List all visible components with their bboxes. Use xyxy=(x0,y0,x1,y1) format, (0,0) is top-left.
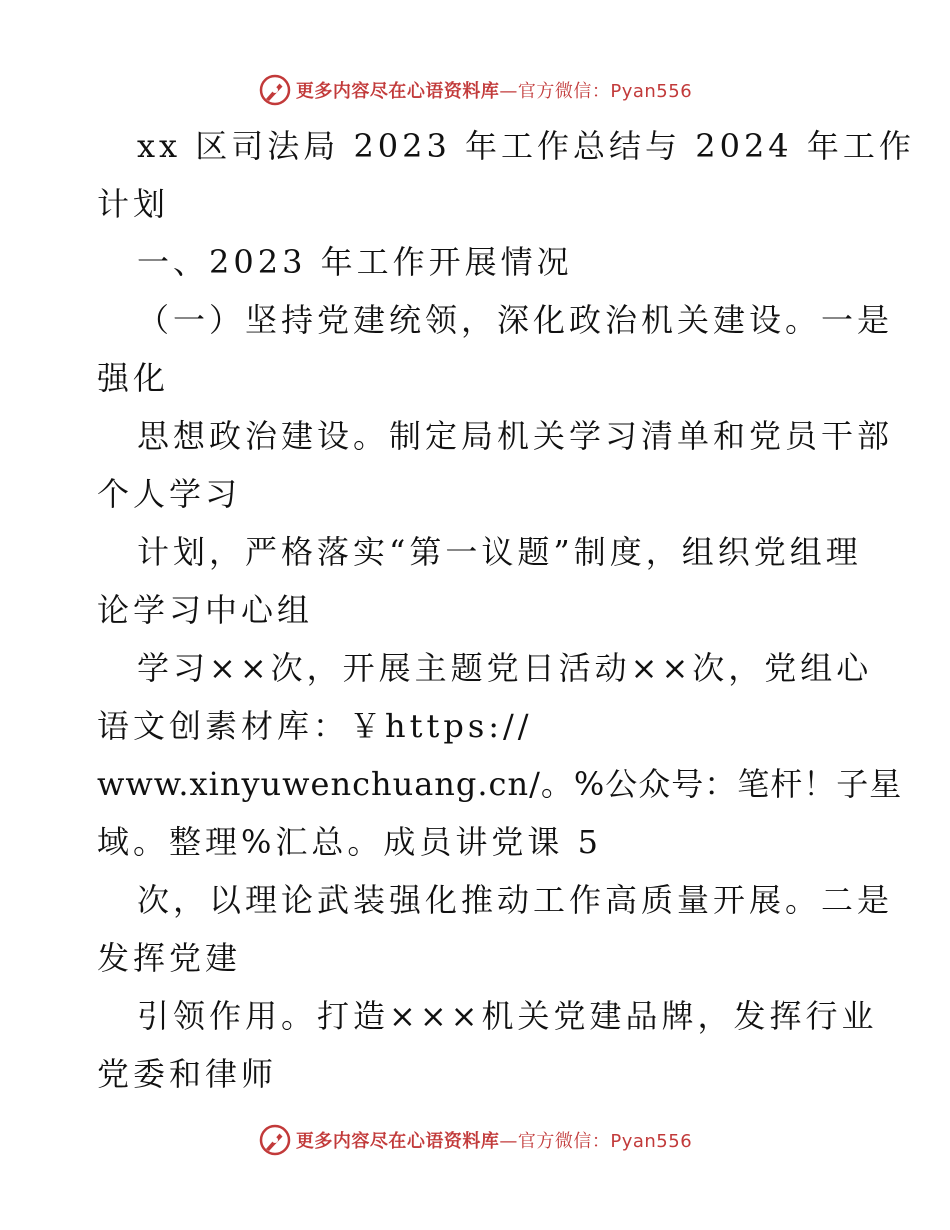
paragraph-line: 计划，严格落实“第一议题”制度，组织党组理 xyxy=(137,533,862,571)
paragraph-line: 学习××次，开展主题党日活动××次，党组心 xyxy=(137,649,873,687)
paragraph-line: 强化 xyxy=(97,359,170,397)
banner-wechat-id: Pyan556 xyxy=(610,1131,693,1152)
paragraph-line: www.xinyuwenchuang.cn/。%公众号：笔杆！子星 xyxy=(97,765,903,803)
document-title-line-1: xx 区司法局 2023 年工作总结与 2024 年工作 xyxy=(137,127,915,165)
paragraph-line: 域。整理%汇总。成员讲党课 5 xyxy=(97,823,602,861)
paragraph-line: 论学习中心组 xyxy=(97,591,314,629)
pen-in-circle-logo-icon xyxy=(258,1123,292,1157)
banner-dash: — xyxy=(499,81,518,102)
document-title-line-2: 计划 xyxy=(97,185,170,223)
footer-watermark xyxy=(0,1120,950,1160)
paragraph-line: 语文创素材库：￥https:// xyxy=(97,707,533,745)
section-heading: 一、2023 年工作开展情况 xyxy=(137,243,573,281)
header-watermark xyxy=(0,70,950,110)
banner-wechat-id: Pyan556 xyxy=(610,81,693,102)
banner-text xyxy=(296,77,692,103)
paragraph-line: 思想政治建设。制定局机关学习清单和党员干部 xyxy=(137,417,894,455)
paragraph-line: 发挥党建 xyxy=(97,939,242,977)
banner-dash: — xyxy=(499,1131,518,1152)
paragraph-line: 引领作用。打造×××机关党建品牌，发挥行业 xyxy=(137,997,878,1035)
document-body xyxy=(97,117,915,1103)
paragraph-line: 个人学习 xyxy=(97,475,242,513)
paragraph-line: 党委和律师 xyxy=(97,1055,278,1093)
banner-main-text: 更多内容尽在心语资料库 xyxy=(295,81,500,102)
banner-wechat-label: 官方微信： xyxy=(517,81,611,102)
paragraph-line: （一）坚持党建统领，深化政治机关建设。一是 xyxy=(137,301,894,339)
pen-in-circle-logo-icon xyxy=(258,73,292,107)
banner-main-text: 更多内容尽在心语资料库 xyxy=(295,1131,500,1152)
banner-text xyxy=(296,1127,692,1153)
paragraph-line: 次，以理论武装强化推动工作高质量开展。二是 xyxy=(137,881,894,919)
banner-wechat-label: 官方微信： xyxy=(517,1131,611,1152)
